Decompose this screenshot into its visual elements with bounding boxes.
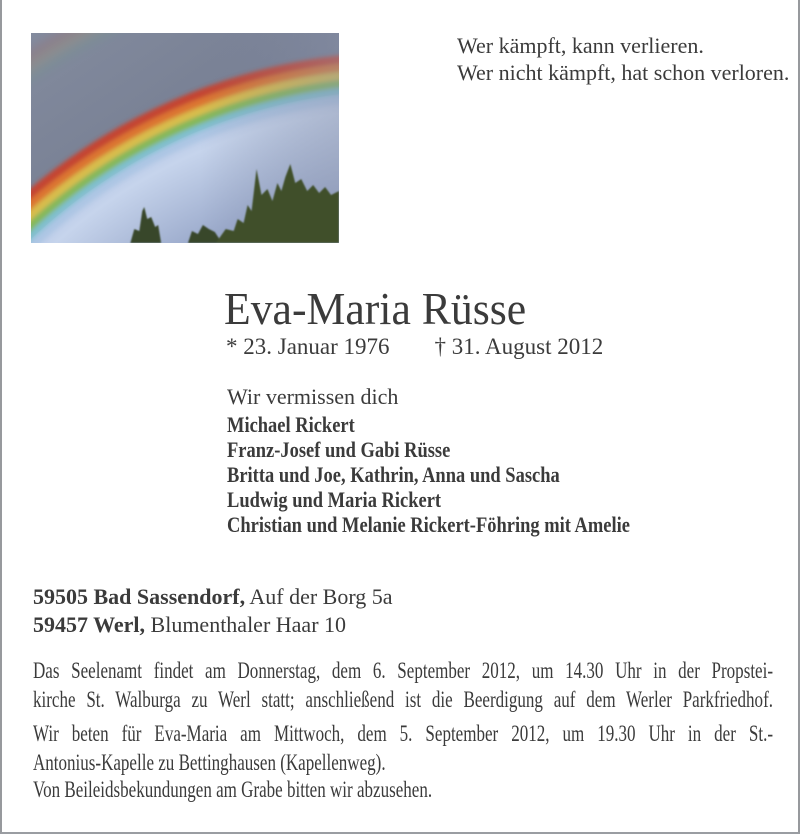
rainbow-photo [31,33,339,243]
family-name-line: Franz-Josef und Gabi Rüsse [227,437,451,462]
quote [457,32,789,86]
family-name-line: Christian und Melanie Rickert-Föhring mit Amelie [227,512,630,537]
family-name-line: Michael Rickert [227,412,355,437]
condolence-note: Von Beileidsbekundungen am Grabe bitten wir abzusehen. [33,777,433,802]
service-line: kirche St. Walburga zu Werl statt; anschließend ist die Beerdigung auf dem Werler Parkfriedhof. [33,687,773,712]
address-line [33,611,393,639]
family-name-line: Ludwig und Maria Rickert [227,487,442,512]
addresses [33,583,393,639]
prayer-paragraph [33,719,773,777]
address-city: 59505 Bad Sassendorf, [33,584,246,609]
family-intro: Wir vermissen dich [227,384,399,409]
address-city: 59457 Werl, [33,612,146,637]
life-dates [226,334,603,360]
prayer-line: Wir beten für Eva-Maria am Mittwoch, dem 5. September 2012, um 19.30 Uhr in der St.- [33,721,773,746]
death-date: † 31. August 2012 [434,334,604,359]
birth-date: * 23. Januar 1976 [226,334,390,359]
service-line: Das Seelenamt findet am Donnerstag, dem 6. September 2012, um 14.30 Uhr in der Propstei- [33,658,773,683]
address-street: Blumenthaler Haar 10 [145,612,347,637]
prayer-line: Antonius-Kapelle zu Bettinghausen (Kapellenweg). [33,750,386,775]
quote-line: Wer kämpft, kann verlieren. [457,33,704,58]
family-name-line: Britta und Joe, Kathrin, Anna und Sascha [227,462,560,487]
quote-line: Wer nicht kämpft, hat schon verloren. [457,60,790,85]
address-street: Auf der Borg 5a [245,584,393,609]
deceased-name: Eva-Maria Rüsse [224,283,527,334]
service-paragraph [33,656,773,714]
address-line [33,583,393,611]
family-names [227,412,630,537]
